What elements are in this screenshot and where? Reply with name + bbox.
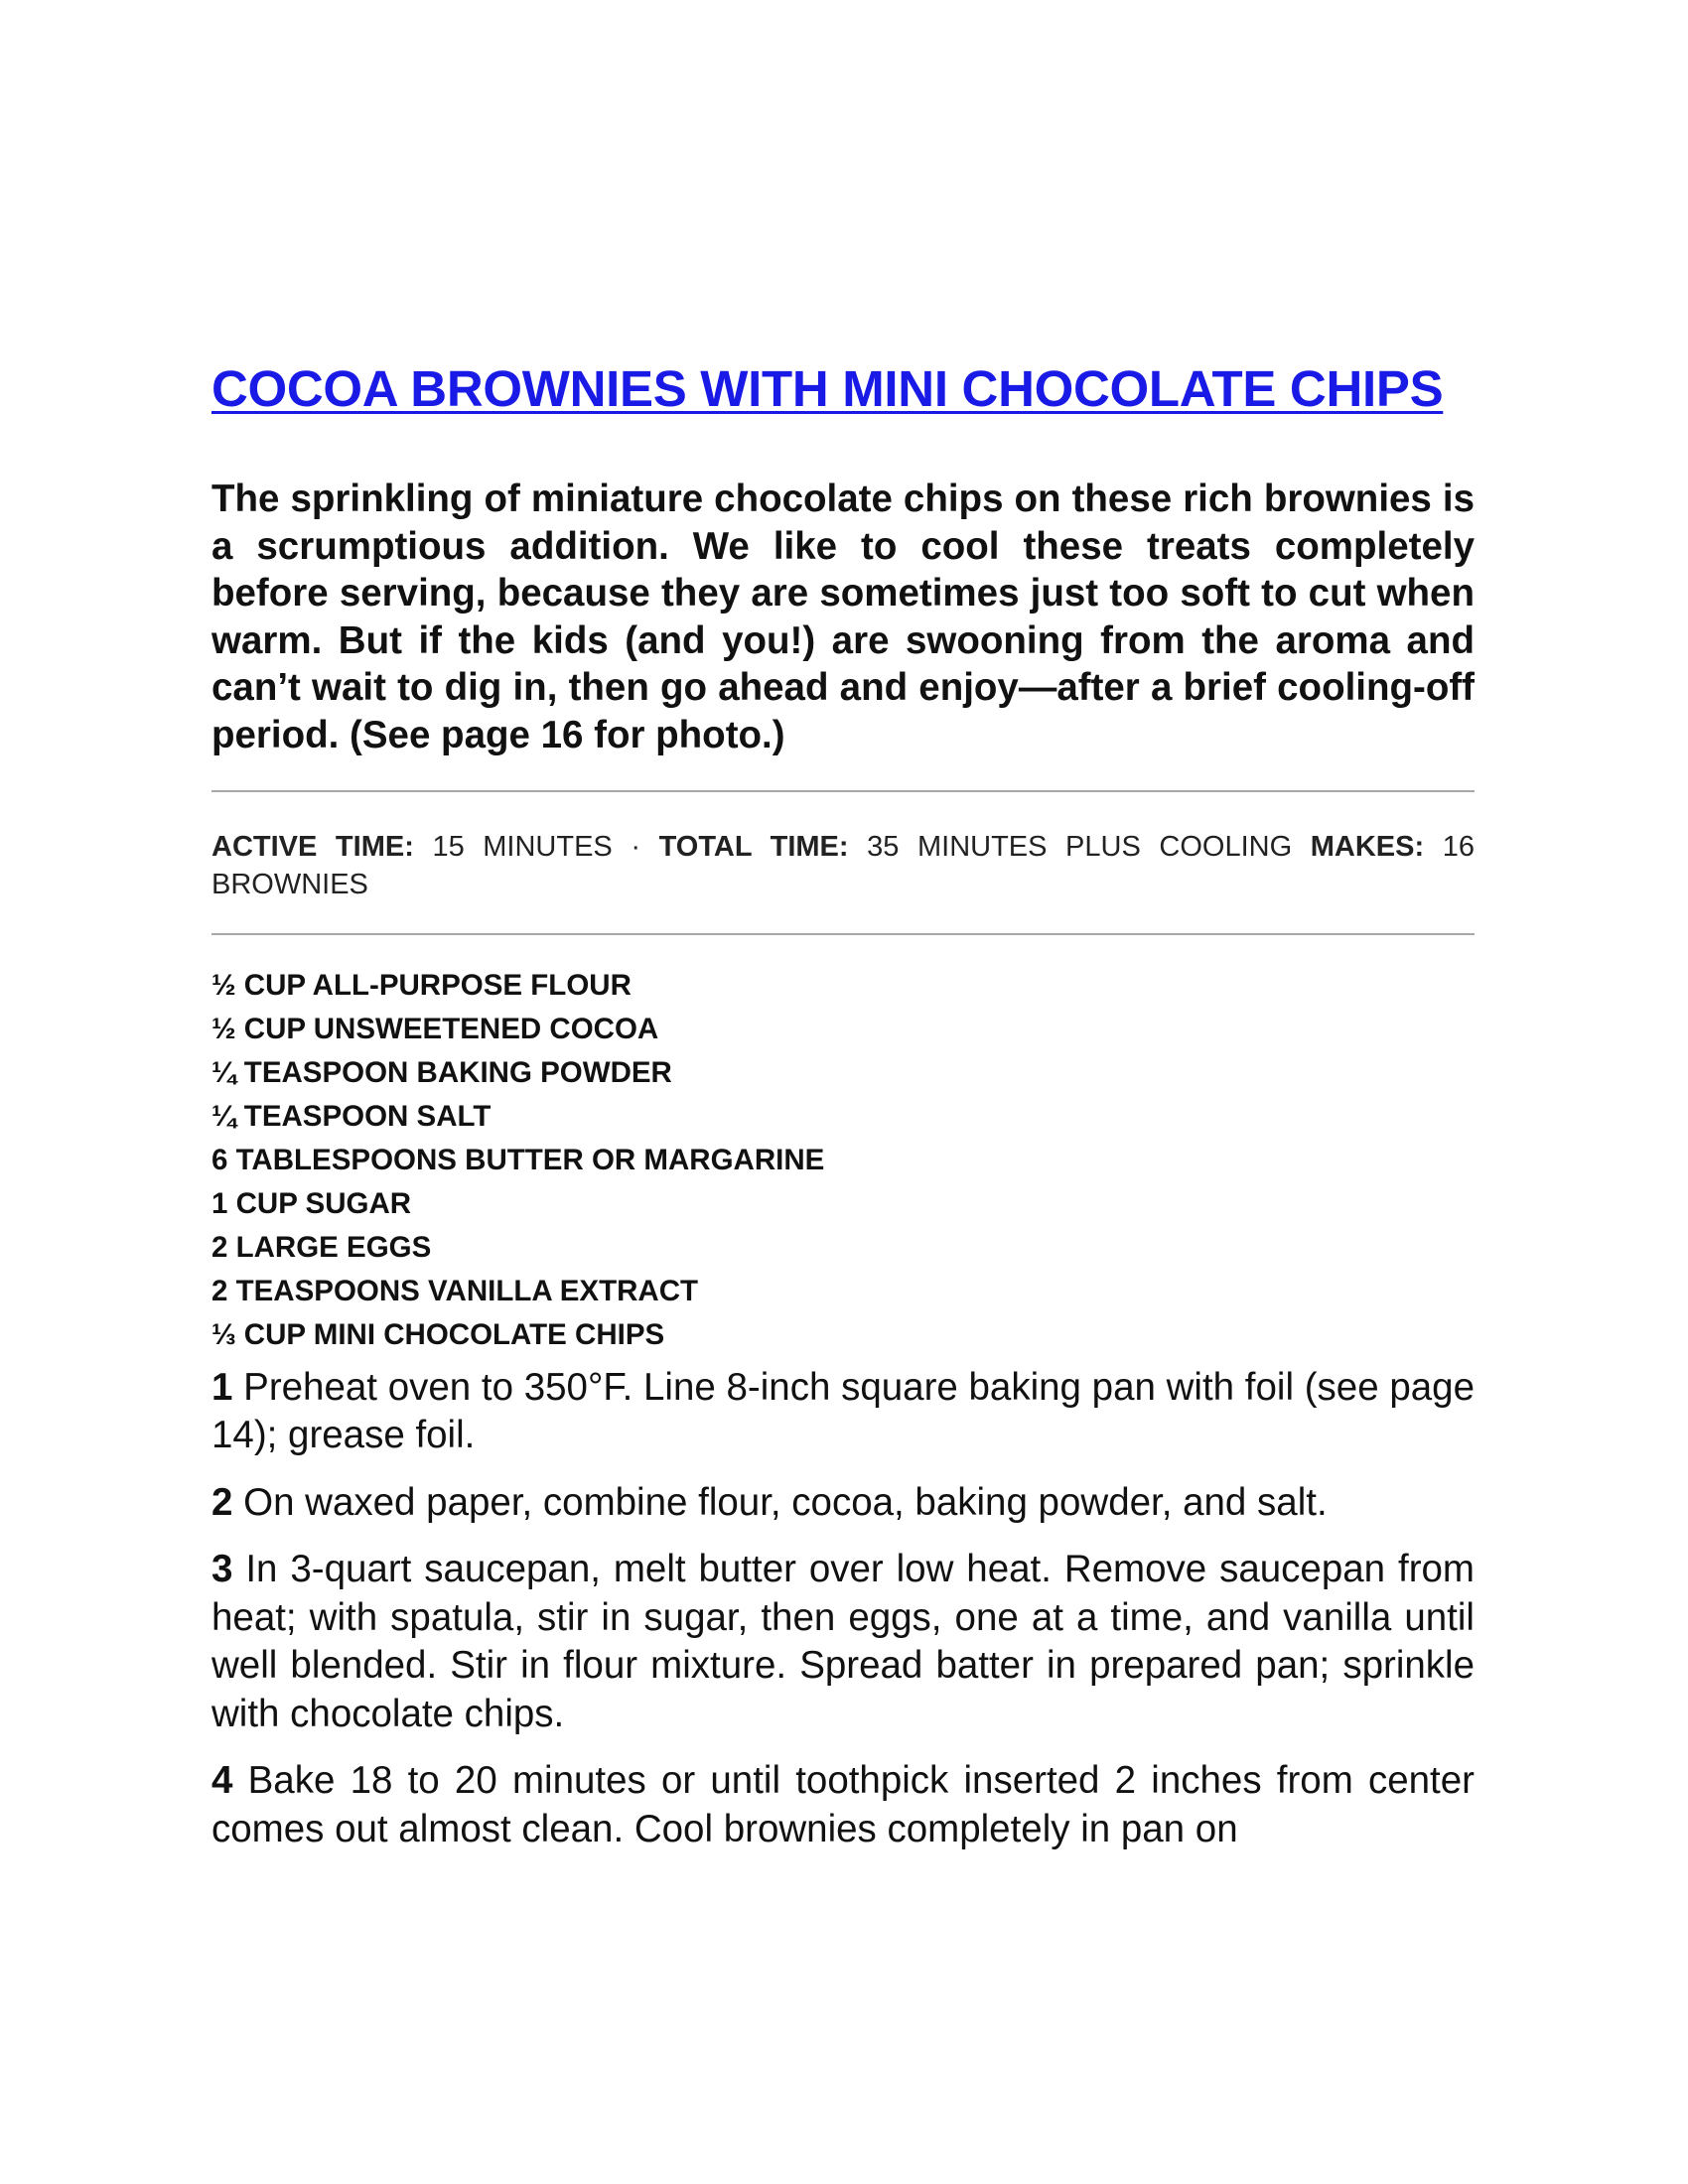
- step-number: 2: [211, 1480, 233, 1524]
- step-text: On waxed paper, combine flour, cocoa, baking powder, and salt.: [243, 1480, 1328, 1524]
- active-time-value: 15 MINUTES: [432, 830, 613, 863]
- step-number: 3: [211, 1548, 233, 1591]
- ingredient-item: 6 TABLESPOONS BUTTER OR MARGARINE: [211, 1143, 825, 1176]
- instruction-step: [211, 1364, 1475, 1460]
- ingredient-item: ¼ TEASPOON BAKING POWDER: [211, 1055, 672, 1089]
- divider: [211, 790, 1475, 792]
- instruction-step: [211, 1479, 1475, 1528]
- ingredient-list: [211, 967, 926, 1354]
- step-text: Bake 18 to 20 minutes or until toothpick inserted 2 inches from center comes out almost clean. Cool brownies completely in pan on: [211, 1759, 1475, 1850]
- recipe-page: [211, 357, 1475, 1872]
- ingredient-item: ¼ TEASPOON SALT: [211, 1099, 492, 1133]
- ingredient-item: ⅓ CUP MINI CHOCOLATE CHIPS: [211, 1317, 665, 1351]
- total-time-value: 35 MINUTES PLUS COOLING: [867, 830, 1293, 863]
- instruction-list: [211, 1364, 1475, 1854]
- instruction-step: [211, 1546, 1475, 1738]
- instruction-step: [211, 1757, 1475, 1853]
- step-number: 4: [211, 1759, 233, 1803]
- divider: [211, 933, 1475, 935]
- makes-label: MAKES:: [1310, 830, 1425, 863]
- active-time-label: ACTIVE TIME:: [211, 830, 414, 863]
- step-number: 1: [211, 1365, 233, 1409]
- makes-value: 16 BROWNIES: [211, 830, 1475, 900]
- recipe-meta: [211, 828, 1475, 903]
- step-text: Preheat oven to 350°F. Line 8-inch square baking pan with foil (see page 14); grease foil.: [211, 1365, 1475, 1457]
- ingredient-item: ½ CUP ALL-PURPOSE FLOUR: [211, 968, 632, 1002]
- meta-separator: ·: [631, 830, 641, 863]
- ingredient-item: 2 TEASPOONS VANILLA EXTRACT: [211, 1274, 699, 1307]
- recipe-title-link[interactable]: COCOA BROWNIES WITH MINI CHOCOLATE CHIPS: [211, 360, 1444, 417]
- step-text: In 3-quart saucepan, melt butter over low heat. Remove saucepan from heat; with spatula, stir in sugar, then eggs, one at a time, and vanilla until well blended. Stir in flour mixture. Spread batter in prepared pan; sprinkle with chocolate chips.: [211, 1548, 1475, 1735]
- ingredient-item: 1 CUP SUGAR: [211, 1186, 412, 1220]
- ingredient-item: 2 LARGE EGGS: [211, 1230, 432, 1264]
- recipe-intro: The sprinkling of miniature chocolate chips on these rich brownies is a scrumptious addition. We like to cool these treats completely before serving, because they are sometimes just too soft to cut when warm. But if the kids (and you!) are swooning from the aroma and can’t wait to dig in, then go ahead and enjoy—after a brief cooling-off period. (See page 16 for photo.): [211, 478, 1475, 756]
- ingredient-item: ½ CUP UNSWEETENED COCOA: [211, 1012, 659, 1045]
- total-time-label: TOTAL TIME:: [658, 830, 849, 863]
